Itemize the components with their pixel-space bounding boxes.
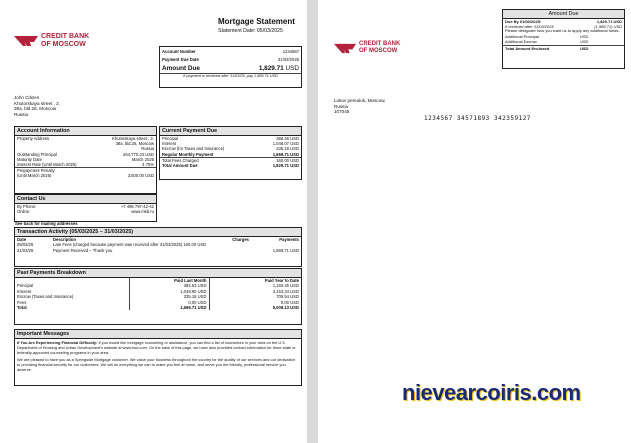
- total-enclosed-label: Total Amount Enclosed: [505, 45, 550, 51]
- breakdown-last: 384.63 USD: [129, 283, 209, 288]
- property-line3: Russia: [141, 146, 154, 152]
- phone-label: By Phone:: [17, 204, 37, 209]
- escrow-value: 235.18 USD: [276, 146, 299, 152]
- brand-line1: CREDIT BANK: [359, 41, 401, 47]
- coupon-note: Please designate how you want us to apply any additional funds.: [505, 28, 620, 34]
- col-date: Date: [17, 237, 27, 242]
- breakdown-table: [15, 278, 301, 310]
- additional-escrow-currency[interactable]: USD: [580, 39, 589, 45]
- transaction-table: [15, 237, 301, 253]
- message-paragraph-1: If you would like mortgage counseling or assistance, you can find a list of counselors in your area on the U.S. Department of Housing and Urban Development's website at www.hud.com. On the back of this page, we have also provided contact information for three state or federally-approved counseling programs in your area.: [17, 340, 296, 355]
- account-number: 1234567: [282, 49, 299, 54]
- tx-payments: 1,669.71 USD: [272, 247, 299, 253]
- tx-charges: [211, 248, 251, 253]
- regular-payment-value: 1,669.71 USD: [272, 151, 299, 157]
- coupon-due-label: Due By 01/03/2025:: [505, 19, 542, 24]
- principal-label: Principal: [162, 136, 179, 141]
- total-enclosed-currency[interactable]: USD: [580, 45, 589, 51]
- statement-page: [0, 0, 307, 443]
- contact-title: Contact Us: [15, 195, 156, 204]
- col-description: Description: [53, 237, 77, 242]
- phone-value[interactable]: +7 495 797-42-42: [120, 204, 154, 209]
- table-row: [15, 305, 301, 310]
- breakdown-last: 1,049.90 USD: [129, 289, 209, 294]
- breakdown-label: Principal: [17, 283, 34, 289]
- statement-date: Statement Date: 05/03/2025: [218, 28, 283, 34]
- coupon-late-label: If received after 31/03/2025: [505, 24, 554, 30]
- late-payment-note: If payment is received after 31/03/25, pay 1,989.71 USD: [183, 74, 278, 79]
- mailing-address: [334, 98, 386, 115]
- mailing-line3: 107045: [334, 109, 350, 115]
- col-charges: Charges: [232, 237, 249, 242]
- property-line1: Khutorskaya street , 2,: [112, 136, 154, 141]
- property-line2: 38a, bld.26, Moscow: [115, 141, 154, 147]
- property-label: Property Address: [17, 136, 50, 141]
- breakdown-ytd: 5,009.13 USD: [209, 305, 301, 310]
- summary-box: [159, 46, 302, 88]
- payment-due: 31/03/2025: [278, 57, 299, 63]
- tx-description: Late Fees (charged because payment was received after 31/03/2025) 160.00 USD: [53, 242, 207, 248]
- bank-logo: [14, 33, 89, 49]
- contact-box: [14, 194, 157, 222]
- messages-box: [14, 329, 302, 386]
- principal-value: 386.46 USD: [276, 136, 299, 141]
- tx-date: 31/03/25: [17, 247, 34, 253]
- breakdown-box: [14, 268, 302, 325]
- customer-addr1: Khutorskaya street , 2,: [14, 100, 60, 106]
- rate-label: Interest Rate (Until March 2025): [17, 162, 77, 168]
- see-back-note: See back for mailing addresses: [15, 221, 78, 226]
- barcode-number: 1234567 34571893 342359127: [424, 115, 531, 122]
- amount-due-currency: USD: [285, 65, 299, 73]
- online-label: Online:: [17, 209, 31, 215]
- payment-coupon-page: [318, 0, 631, 443]
- breakdown-last: 235.18 USD: [129, 294, 209, 299]
- total-due-label: Total Amount Due: [162, 163, 198, 169]
- message-heading: If You Are Experiencing Financial Difficulty:: [17, 340, 98, 345]
- brand-line2: OF MOSCOW: [41, 41, 86, 48]
- total-due-value: 1,829.71 USD: [272, 163, 299, 169]
- current-payment-title: Current Payment Due: [160, 127, 301, 136]
- additional-principal-label: Additional Principal: [505, 34, 540, 40]
- bank-logo-icon: [14, 34, 38, 48]
- tx-date: 05/03/25: [17, 242, 34, 248]
- additional-principal-currency[interactable]: USD: [580, 34, 589, 40]
- outstanding-value: 264,770.43 USD: [123, 151, 154, 157]
- account-number-label: Account Number: [162, 49, 196, 54]
- breakdown-label: Escrow (Taxes and Insurance): [17, 294, 74, 300]
- table-row: [15, 248, 301, 253]
- mailing-line1: Lukov pereulok, Moscow,: [334, 98, 386, 103]
- account-info-box: [14, 126, 157, 194]
- customer-address: [14, 95, 60, 117]
- breakdown-title: Past Payments Breakdown: [15, 269, 301, 278]
- interest-label: Interest: [162, 141, 176, 147]
- tx-description: Payment Received – Thank you: [53, 247, 113, 253]
- prepay-sub: (Until March 2025): [17, 173, 52, 179]
- prepay-value: 3,500.00 USD: [127, 173, 154, 179]
- amount-due: 1,829.71: [258, 65, 284, 73]
- watermark: nievearcoiris.com: [402, 380, 581, 405]
- rate-value: 4.75%: [142, 162, 154, 168]
- col-payments: Payments: [279, 237, 299, 242]
- amount-due-label: Amount Due: [162, 65, 200, 73]
- bank-logo-icon: [334, 42, 356, 55]
- customer-name: John Citizen: [14, 95, 40, 100]
- outstanding-label: Outstanding Principal: [17, 151, 57, 157]
- messages-title: Important Messages: [15, 330, 301, 339]
- breakdown-ytd: 3,153.34 USD: [209, 289, 301, 294]
- coupon-title: Amount Due: [503, 10, 624, 19]
- breakdown-ytd: 1,150.25 USD: [209, 283, 301, 288]
- fees-value: 160.00 USD: [276, 157, 299, 163]
- transaction-box: [14, 227, 302, 267]
- breakdown-ytd: 705.54 USD: [209, 294, 301, 299]
- brand-line2: OF MOSCOW: [359, 48, 398, 54]
- breakdown-last: 1,669.71 USD: [129, 305, 209, 310]
- breakdown-last: 0.00 USD: [129, 300, 209, 305]
- breakdown-label: Interest: [17, 288, 31, 294]
- breakdown-label: Fees: [17, 299, 27, 305]
- coupon-box: [502, 9, 625, 69]
- bank-logo-coupon: [334, 41, 400, 55]
- additional-escrow-label: Additional Escrow: [505, 39, 537, 45]
- prepay-label: Prepayment Penalty: [17, 168, 55, 174]
- current-payment-box: [159, 126, 302, 180]
- brand-line1: CREDIT BANK: [41, 33, 90, 40]
- message-paragraph-2: We are pleased to have you as a Springside Mortgage customer. We value your business throughout the country for the quality of our services and our dedication to providing financial security for our customers. We will do everything we can to make you feel at home, and serve you the friendly, professional service you deserve.: [17, 357, 295, 372]
- maturity-label: Maturity Date: [17, 156, 42, 162]
- account-info-title: Account Information: [15, 127, 156, 136]
- regular-payment-label: Regular Monthly Payment: [162, 151, 214, 157]
- transaction-title: Transaction Activity (05/03/2025 – 31/03/2025): [15, 228, 301, 237]
- mailing-line2: Russia: [334, 103, 349, 109]
- escrow-label: Escrow (for Taxes and Insurance): [162, 146, 225, 152]
- online-link[interactable]: www.mkb.ru: [131, 209, 154, 215]
- breakdown-label: Total: [17, 305, 27, 311]
- col-paid-last-month: Paid Last Month: [129, 278, 209, 283]
- page-title: Mortgage Statement: [218, 17, 295, 26]
- col-paid-ytd: Paid Year to Date: [209, 278, 301, 283]
- maturity-value: March 2025: [131, 156, 154, 162]
- payment-due-label: Payment Due Date: [162, 57, 199, 63]
- customer-addr2: 38a, bld.26, Moscow: [14, 106, 57, 112]
- interest-value: 1,048.07 USD: [272, 141, 299, 147]
- breakdown-ytd: 0.00 USD: [209, 300, 301, 305]
- customer-addr3: Russia: [14, 111, 29, 117]
- coupon-late-value: (1,989.71) USD: [594, 24, 622, 30]
- coupon-due-value: 1,829.71 USD: [596, 19, 622, 24]
- fees-label: Total Fees Charged: [162, 157, 199, 163]
